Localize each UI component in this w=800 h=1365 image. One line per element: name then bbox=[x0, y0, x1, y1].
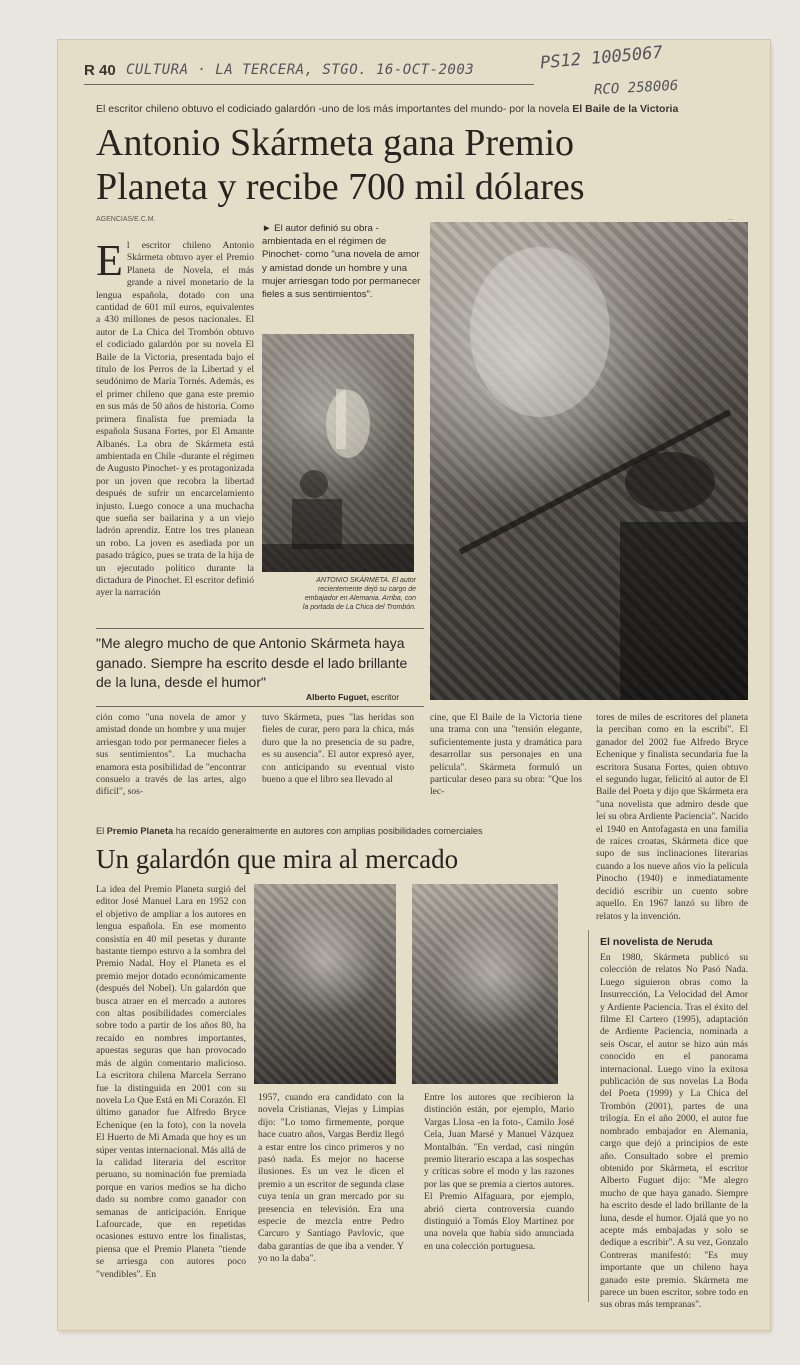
article2-headline: Un galardón que mira al mercado bbox=[96, 844, 459, 874]
handwritten-record-code: RCO 258006 bbox=[593, 77, 679, 99]
article2-column-3: Entre los autores que recibieron la distinción están, por ejemplo, Mario Vargas Llosa -en la foto-, Camilo José Cela, Juan Marsé y Manuel Vázquez Montalbán. "En verdad, casi ningún premio literario escapa a las sospechas y críticas sobre el modo y las razones por las que se premia a ciertos autores. El Premio Alfaguara, por ejemplo, abrió cierta controversia cuando distinguió a Tomás Eloy Martínez por una novela que había sido anunciada en una colección portuguesa. bbox=[424, 1092, 574, 1252]
quote-role: escritor bbox=[371, 692, 400, 702]
photo-tuba-player bbox=[262, 334, 414, 572]
article2-kicker bbox=[96, 826, 588, 836]
continuation-column-4: tores de miles de escritores del planeta la perciban como en la escribí". El ganador del 2002 fue Alfredo Bryce Echenique y finalista secundaria fue la escritora Susana Fortes, quien obtuvo el segundo lugar, felicitó al autor de El Baile del Poeta y dijo que Skármeta era "una novelista que admiro desde que leí su obra Ardiente Paciencia". Nacido el 1940 en Antofagasta en una familia de raíces croatas, Skármeta dice que supo de sus inclinaciones literarias cuando a los nueve años vio la película Pinocho (1940) e inmediatamente decidió escribir un cuento sobre aquello. En 1967 lanzó su libro de relatos y la invención. bbox=[596, 712, 748, 922]
article-kicker bbox=[96, 103, 756, 115]
pull-quote: "Me alegro mucho de que Antonio Skármeta haya ganado. Siempre ha escrito desde el lado brillante de la luna, desde el humor" bbox=[96, 635, 408, 690]
continuation-column-1: ción como "una novela de amor y amistad donde un hombre y una mujer arriesgan todo por permanecer fieles a sus sentimientos". La muchacha enamora esta posibilidad de "encontrar consuelo a través de las artes, algo difícil", sos- bbox=[96, 712, 246, 798]
article2-column-2: 1957, cuando era candidato con la novela Cristianas, Viejas y Limpias dijo: "Lo tomo firmemente, porque hace cuatro años, Vargas Berdiz llegó a estar entre los cinco primeros y no pasó nada. Es mejor no hacerse ilusiones. Es un vez le dicen el premio a un escritor de segunda clase cuya tenía un gran mercado por su presencia en televisión. Era una especie de mezcla entre Pedro Carcuro y Santiago Pavlovic, que daba garantías de que iba a vender. Y yo no la daba". bbox=[258, 1092, 404, 1265]
quote-rule-bottom bbox=[96, 706, 424, 707]
kicker2-post: ha recaído generalmente en autores con amplias posibilidades comerciales bbox=[175, 826, 483, 836]
photo-credit: ... bbox=[728, 216, 734, 222]
quote-author: Alberto Fuguet, bbox=[306, 692, 369, 702]
body-text: l escritor chileno Antonio Skármeta obtuvo ayer el Premio Planeta de Novela, el más grande a nivel monetario de la lengua española, dotado con una cantidad de 601 mil euros, equivalentes a 430 millones de pesos nacionales. El autor de La Chica del Trombón obtuvo el codiciado galardón por su novela El Baile de la Victoria, presentada bajo el título de los Perros de la Libertad y el seudónimo de María Tornés. Además, es el primer chileno que gana este premio en sus más de 50 años de historia. Como primera finalista fue premiada la española Susana Fortes, por El Amante Albanés. La obra de Skármeta está ambientada en Chile -durante el régimen de Augusto Pinochet- y es protagonizada por un joven que recobra la libertad después de sufrir un encarcelamiento injusto. Luego conoce a una muchacha que sueña ser bailarina y a un viejo ladrón aprendiz. Entre los tres planean un robo. La joven es asediada por un pasado trágico, pues se trata de la hija de un ejecutado político durante la dictadura de Pinochet. El escritor definió ayer la narración bbox=[96, 240, 254, 599]
page-number: R 40 bbox=[84, 62, 116, 79]
kicker2-bold: Premio Planeta bbox=[106, 826, 174, 836]
arrow-icon: ► bbox=[262, 223, 272, 234]
headline-line-1: Antonio Skármeta gana Premio bbox=[96, 122, 575, 164]
kicker2-pre: El bbox=[96, 826, 105, 836]
continuation-column-2: tuvo Skármeta, pues "las heridas son fieles de curar, pero para la chica, más duro que la no presencia de su padre, es su ausencia". El autor expresó ayer, con anticipando su eventual visto bueno a que el libro sea llevado al bbox=[262, 712, 414, 786]
photo-skarmeta-violin bbox=[430, 222, 748, 700]
sidebar-text: En 1980, Skármeta publicó su colección de relatos No Pasó Nada. Luego siguieron obras como la Insurrección, La Velocidad del Amor y Ardiente Paciencia. Tras el éxito del filme El Cartero (1995), adaptación de Ardiente Paciencia, nominada a seis Oscar, el autor se hizo aún más conocido en el panorama internacional. Luego vino la exitosa publicación de sus novelas La Boda del Poeta (1999) y La Chica del Trombón (2001), partes de una trilogía. En el año 2000, el autor fue nombrado embajador en Alemania, cargo que dejó a principios de este año. Consultado sobre el premio obtenido por Skármeta, el escritor Alberto Fuguet dijo: "Me alegro mucho de que haya ganado. Siempre ha escrito desde el lado brillante de la luna, desde el humor. Ojalá que yo no acepte más embajadas y solo se dedique a escribir". A su vez, Gonzalo Contreras manifestó: "Es muy importante que un chileno haya ganado este premio. Skármeta me parece un buen escritor, sobre todo en sus obras más tempranas". bbox=[600, 952, 748, 1311]
quote-attribution bbox=[306, 692, 399, 702]
handwritten-source-note: CULTURA · LA TERCERA, STGO. 16-OCT-2003 bbox=[126, 62, 475, 78]
header-rule bbox=[84, 84, 534, 85]
tuba-illustration bbox=[262, 334, 414, 572]
sidebar-divider bbox=[588, 930, 589, 1302]
sidebar-heading: El novelista de Neruda bbox=[600, 936, 713, 948]
headline-line-2: Planeta y recibe 700 mil dólares bbox=[96, 166, 585, 208]
photo-bryce-echenique bbox=[254, 884, 396, 1084]
body-column-1 bbox=[96, 236, 254, 622]
summary-text: El autor definió su obra -ambientada en el régimen de Pinochet- como "una novela de amor y amistad donde un hombre y una mujer arriesgan todo por permanecer fieles a sus sentimientos". bbox=[262, 223, 421, 301]
continuation-column-3: cine, que El Baile de la Victoria tiene una trama con una "tensión elegante, suficientemente justa y dramática para desarrollar sus personajes en una película". Skármeta formuló un particular deseo para su obra: "Que los lec- bbox=[430, 712, 582, 798]
byline: AGENCIAS/E.C.M. bbox=[96, 216, 156, 223]
quote-rule-top bbox=[96, 628, 424, 629]
article2-column-1: La idea del Premio Planeta surgió del editor José Manuel Lara en 1952 con el objetivo de ampliar a los autores en lengua española. En ese momento consistía en 40 mil pesetas y durante bastante tiempo estuvo a la sombra del Premio Nadal. Hoy el Planeta es el premio mejor dotado económicamente (después del Nobel). Un galardón que busca atraer en el mercado a autores con altas posibilidades comerciales sobre todo a partir de los años 80, ha recaído en nombres importantes, apuestas seguras que han provocado más de algún comentario malicioso. La escritora chilena Marcela Serrano fue la distinguida en 2001 con su novela Lo Que Está en Mi Corazón. El último ganador fue Alfredo Bryce Echenique (en la foto), con la novela El Huerto de Mi Amada que hoy es un súper ventas internacional. Más allá de la calidad literaria del escritor peruano, su nominación fue premiada porque en varios medios se ha dicho dado su nombre como ganador con semanas de anticipación. Enrique Lafourcade, que en repetidas ocasiones estuvo entre los finalistas, piensa que el Premio Planeta "tiende se arriesga con autores poco "vendibles". En bbox=[96, 884, 246, 1280]
handwritten-catalog-code: PS12 1005067 bbox=[539, 42, 664, 74]
photo-caption: ANTONIO SKÁRMETA. El autor recientemente dejó su cargo de embajador en Alemania. Arriba, con la portada de La Chica del Trombón. bbox=[302, 577, 416, 611]
violin-illustration bbox=[430, 222, 748, 700]
dropcap: E bbox=[96, 236, 123, 285]
article-summary bbox=[262, 222, 424, 301]
kicker-text: El escritor chileno obtuvo el codiciado galardón -uno de los más importantes del mundo- por la novela bbox=[96, 103, 570, 115]
kicker-novel-title: El Baile de la Victoria bbox=[572, 103, 679, 115]
photo-vargas-llosa bbox=[412, 884, 558, 1084]
